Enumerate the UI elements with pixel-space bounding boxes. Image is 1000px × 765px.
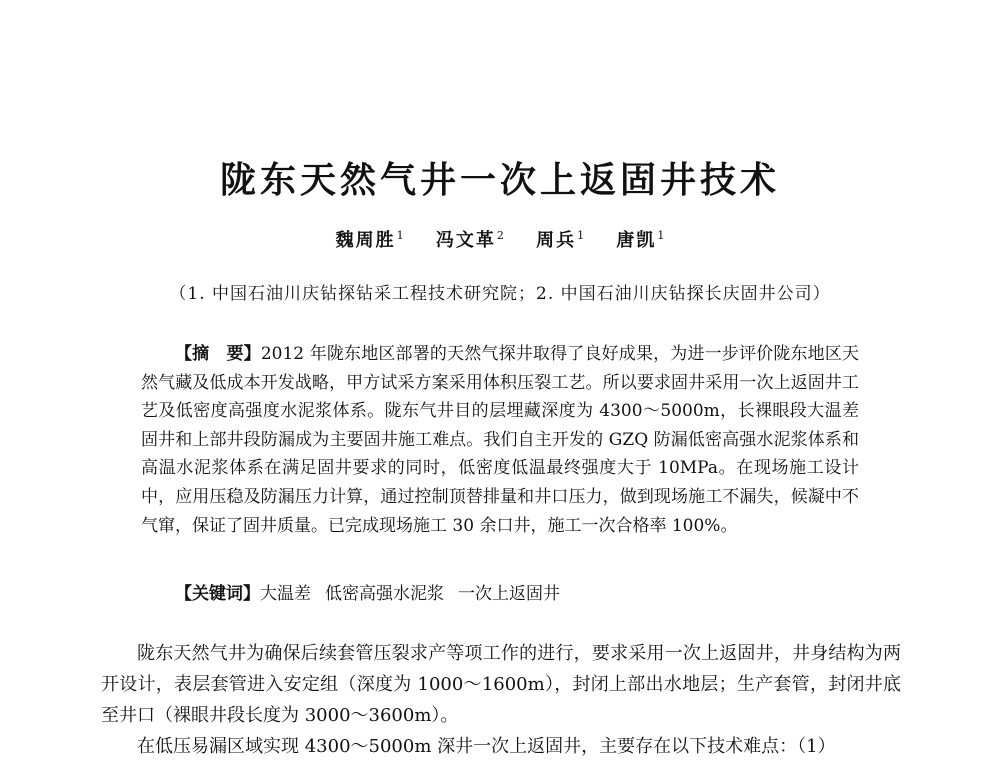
author-name: 周兵 xyxy=(536,230,577,251)
author-affiliation-mark: 1 xyxy=(657,229,665,242)
abstract-label: 【摘 要】 xyxy=(175,344,261,364)
body-paragraph: 陇东天然气井为确保后续套管压裂求产等项工作的进行，要求采用一次上返固井，井身结构为两开设计，表层套管进入安定组（深度为 1000～1600m），封闭上部出水地层；生产套管，封闭井底至井口（裸眼井段长度为 3000～3600m）。 xyxy=(101,643,901,726)
keywords xyxy=(141,579,859,604)
keyword: 低密高强水泥浆 xyxy=(325,584,444,604)
author xyxy=(336,226,404,252)
keyword: 一次上返固井 xyxy=(458,584,560,604)
author-affiliation-mark: 1 xyxy=(396,229,404,242)
abstract xyxy=(141,340,859,540)
body-text xyxy=(101,638,901,762)
paper-title: 陇东天然气井一次上返固井技术 xyxy=(219,160,780,201)
author-name: 冯文革 xyxy=(435,230,496,251)
body-paragraph: 在低压易漏区域实现 4300～5000m 深井一次上返固井，主要存在以下技术难点：（1） xyxy=(137,736,836,757)
author-affiliation-mark: 1 xyxy=(577,229,585,242)
author-affiliation-mark: 2 xyxy=(496,229,504,242)
abstract-text: 2012 年陇东地区部署的天然气探井取得了良好成果，为进一步评价陇东地区天然气藏及低成本开发战略，甲方试采方案采用体积压裂工艺。所以要求固井采用一次上返固井工艺及低密度高强度水泥浆体系。陇东气井目的层埋藏深度为 4300～5000m，长裸眼段大温差固井和上部井段防漏成为主要固井施工难点。我们自主开发的 GZQ 防漏低密高强水泥浆体系和高温水泥浆体系在满足固井要求的同时，低密度低温最终强度大于 10MPa。在现场施工设计中，应用压稳及防漏压力计算，通过控制顶替排量和井口压力，做到现场施工不漏失，候凝中不气窜，保证了固井质量。已完成现场施工 30 余口井，施工一次合格率 100%。 xyxy=(141,344,859,536)
author-name: 唐凯 xyxy=(616,230,657,251)
author-name: 魏周胜 xyxy=(335,230,396,251)
author xyxy=(616,226,664,252)
author-list xyxy=(0,226,1000,252)
keyword: 大温差 xyxy=(260,584,311,604)
affiliation: （1. 中国石油川庆钻探钻采工程技术研究院；2. 中国石油川庆钻探长庆固井公司） xyxy=(169,284,831,304)
author xyxy=(436,226,504,252)
keywords-label: 【关键词】 xyxy=(175,584,260,604)
author xyxy=(536,226,584,252)
